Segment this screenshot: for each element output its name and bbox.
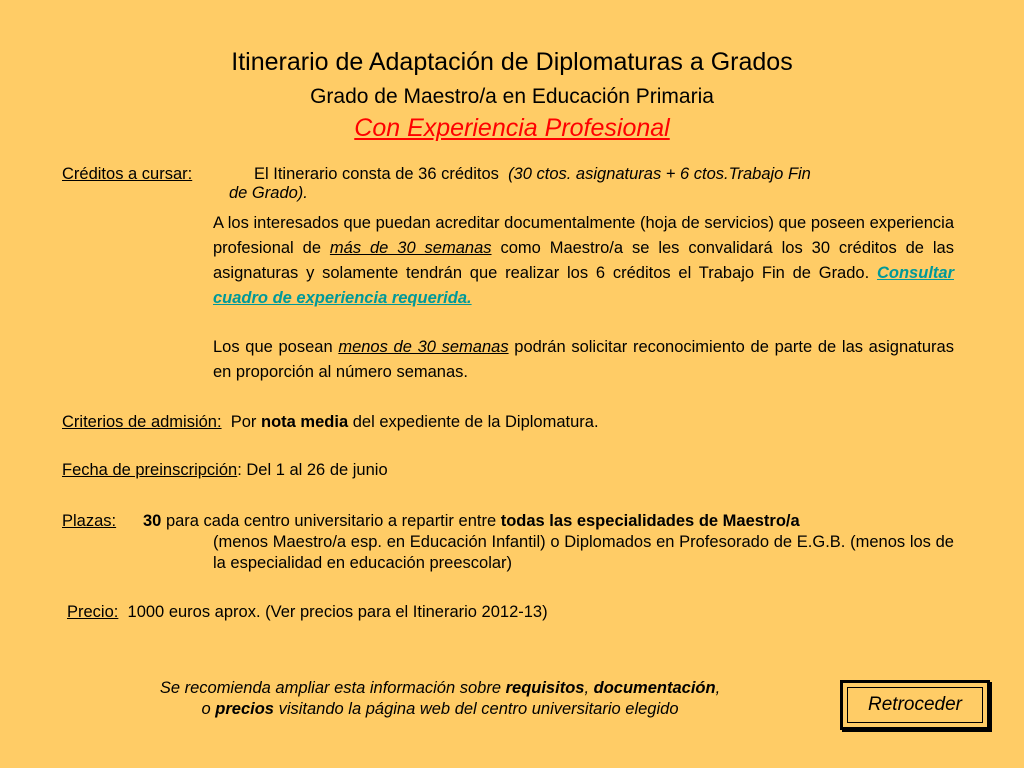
criterios-text-b: del expediente de la Diplomatura. xyxy=(352,413,599,431)
plazas-bold: todas las especialidades de Maestro/a xyxy=(500,512,800,530)
plazas-label-wrap xyxy=(62,509,116,534)
footer-precios: precios xyxy=(215,700,274,718)
back-button[interactable] xyxy=(840,680,990,730)
plazas-first-line xyxy=(143,509,954,534)
criterios-label: Criterios de admisión: xyxy=(62,413,222,431)
fecha-line xyxy=(62,458,388,483)
page-title: Itinerario de Adaptación de Diplomaturas a Grados xyxy=(231,48,793,76)
plazas-rest: (menos Maestro/a esp. en Educación Infantil) o Diplomados en Profesorado de E.G.B. (menos los de la especialidad en educación preescolar) xyxy=(213,533,954,572)
footer-text-c: visitando la página web del centro universitario elegido xyxy=(278,700,679,718)
fecha-text: : Del 1 al 26 de junio xyxy=(237,461,388,479)
plazas-label: Plazas: xyxy=(62,512,117,530)
footer-sep-2: , xyxy=(715,679,721,697)
creditos-detail-cont: de Grado). xyxy=(229,184,308,202)
experiencia-link[interactable]: Consultar cuadro de experiencia requerida. xyxy=(213,264,954,307)
creditos-detail: (30 ctos. asignaturas + 6 ctos.Trabajo Fin xyxy=(508,165,811,183)
precio-line xyxy=(67,600,548,625)
para2-text-a: Los que posean xyxy=(213,338,333,356)
creditos-paragraph-1 xyxy=(213,211,954,311)
back-button-label: Retroceder xyxy=(847,687,983,723)
para2-text-b: podrán solicitar reconocimiento de parte de las asignaturas en proporción al número semanas. xyxy=(213,338,954,381)
footer-text-a: Se recomienda ampliar esta información sobre xyxy=(159,679,501,697)
creditos-label: Créditos a cursar: xyxy=(62,165,193,183)
precio-text: 1000 euros aprox. (Ver precios para el Itinerario 2012-13) xyxy=(127,603,548,621)
para1-text-a: A los interesados que puedan acreditar documentalmente (hoja de servicios) que poseen experiencia profesional de xyxy=(213,214,954,257)
creditos-intro-line xyxy=(254,162,811,187)
criterios-line xyxy=(62,410,599,435)
para1-text-b: como Maestro/a se les convalidará los 30 créditos de las asignaturas y solamente tendrán que realizar los 6 créditos el Trabajo Fin de Grado. xyxy=(213,239,954,282)
footer-text-b: o xyxy=(201,700,211,718)
footer-note xyxy=(90,678,790,720)
page-subtitle: Grado de Maestro/a en Educación Primaria xyxy=(310,85,714,108)
footer-documentacion: documentación xyxy=(593,679,716,697)
criterios-text-a: Por xyxy=(230,413,257,431)
plazas-number: 30 xyxy=(143,512,162,530)
fecha-label: Fecha de preinscripción xyxy=(62,461,238,479)
precio-label: Precio: xyxy=(67,603,119,621)
creditos-paragraph-2 xyxy=(213,335,954,385)
para1-emphasis: más de 30 semanas xyxy=(329,239,492,257)
creditos-section-label xyxy=(62,162,192,187)
plazas-text-a: para cada centro universitario a repartir entre xyxy=(165,512,497,530)
footer-sep-1: , xyxy=(584,679,590,697)
footer-requisitos: requisitos xyxy=(505,679,585,697)
creditos-intro: El Itinerario consta de 36 créditos xyxy=(254,165,499,183)
criterios-bold: nota media xyxy=(261,413,349,431)
page-highlight: Con Experiencia Profesional xyxy=(354,114,670,142)
para2-emphasis: menos de 30 semanas xyxy=(338,338,509,356)
